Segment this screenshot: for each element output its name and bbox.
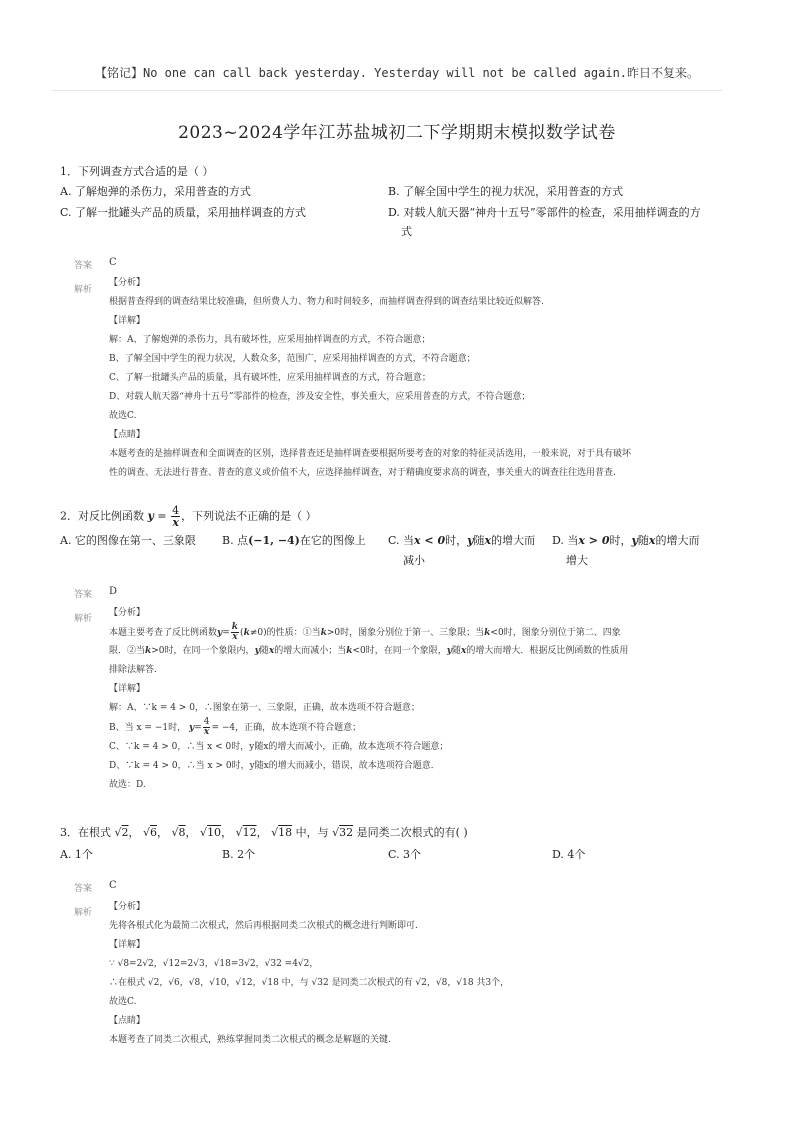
stem-text: 2．对反比例函数 bbox=[60, 509, 144, 523]
solution-line: 【分析】 bbox=[109, 608, 146, 618]
answer-label: 答案 bbox=[74, 884, 93, 894]
question-3-answer: C bbox=[109, 880, 117, 891]
analysis-label: 解析 bbox=[74, 908, 93, 918]
solution-line: 【分析】 bbox=[109, 902, 146, 912]
question-3-option-a: A. 1个 bbox=[60, 848, 93, 861]
solution-line: 【点睛】 bbox=[109, 1016, 146, 1026]
analysis-label: 解析 bbox=[74, 285, 93, 295]
answer-label: 答案 bbox=[74, 590, 93, 600]
fraction-k-over-x: $\frac{k}{x}$ bbox=[231, 622, 239, 642]
stem-text: ，下列说法不正确的是（ ） bbox=[181, 509, 317, 523]
question-3-solution bbox=[109, 898, 719, 1050]
solution-line: C、了解一批罐头产品的质量，具有破坏性，应采用抽样调查的方式，符合题意； bbox=[109, 373, 431, 383]
solution-line: 本题主要考查了反比例函数y= $\frac{k}{x}$ (k≠0)的性质：①当k>0时，图象分别位于第一、三象限；当k<0时，图象分别位于第二、四象 bbox=[109, 622, 621, 642]
solution-line: 【分析】 bbox=[109, 278, 146, 288]
question-2-option-b: B. 点(−1, −4)在它的图像上 bbox=[222, 534, 366, 547]
solution-line: 故选C. bbox=[109, 997, 137, 1007]
solution-line: 【详解】 bbox=[109, 940, 146, 950]
solution-line: 【点睛】 bbox=[109, 430, 146, 440]
solution-line: 本题考查的是抽样调查和全面调查的区别，选择普查还是抽样调查要根据所要考查的对象的特征灵活选用，一般来说，对于具有破坏 bbox=[109, 449, 632, 459]
solution-line: 排除法解答. bbox=[109, 665, 157, 675]
solution-line: 解：A、∵k = 4 > 0，∴图象在第一、三象限，正确，故本选项不符合题意； bbox=[109, 703, 420, 713]
question-2-solution bbox=[109, 604, 719, 795]
question-1-option-c: C. 了解一批罐头产品的质量，采用抽样调查的方式 bbox=[60, 206, 307, 219]
solution-line: 限．②当k>0时，在同一个象限内，y随x的增大而减小；当k<0时，在同一个象限，y随x的增大而增大．根据反比例函数的性质用 bbox=[109, 646, 629, 656]
question-2-answer: D bbox=[109, 586, 118, 597]
fraction-4-over-x: $\frac{4}{x}$ bbox=[172, 504, 180, 529]
solution-line: B、当 x = −1时， y= $\frac{4}{x}$ = −4，正确，故本选项不符合题意； bbox=[109, 717, 362, 737]
header-divider bbox=[52, 90, 722, 91]
solution-line: 解：A、了解炮弹的杀伤力，具有破坏性，应采用抽样调查的方式，不符合题意； bbox=[109, 335, 431, 345]
solution-line: 【详解】 bbox=[109, 316, 146, 326]
answer-label: 答案 bbox=[74, 261, 93, 271]
analysis-label: 解析 bbox=[74, 614, 93, 624]
solution-line: 故选：D. bbox=[109, 780, 146, 790]
solution-line: C、∵k = 4 > 0，∴当 x < 0时，y随x的增大而减小，正确，故本选项不符合题意； bbox=[109, 742, 449, 752]
fraction-4-over-x: $\frac{4}{x}$ bbox=[203, 717, 210, 737]
question-1-option-b: B. 了解全国中学生的视力状况，采用普查的方式 bbox=[388, 185, 624, 198]
question-1-solution bbox=[109, 274, 719, 483]
question-2-stem: 2．对反比例函数 y = $\frac{4}{x}$ ，下列说法不正确的是（ ） bbox=[60, 504, 317, 529]
question-3-option-b: B. 2个 bbox=[222, 848, 256, 861]
solution-line: 性的调查、无法进行普查、普查的意义或价值不大，应选择抽样调查，对于精确度要求高的调查，事关重大的调查往往选用普查. bbox=[109, 468, 616, 478]
question-1-option-d-cont: 式 bbox=[401, 225, 412, 238]
question-1-option-a: A. 了解炮弹的杀伤力，采用普查的方式 bbox=[60, 185, 251, 198]
solution-line: 故选C. bbox=[109, 411, 137, 421]
solution-line: ∵ √8=2√2，√12=2√3，√18=3√2，√32 =4√2， bbox=[109, 959, 319, 969]
solution-line: D、∵k = 4 > 0，∴当 x > 0时，y随x的增大而减小，错误，故本选项符合题意． bbox=[109, 761, 440, 771]
question-1-option-d: D. 对载人航天器“神舟十五号”零部件的检查，采用抽样调查的方 bbox=[388, 206, 701, 219]
solution-line: 本题考查了同类二次根式，熟练掌握同类二次根式的概念是解题的关键. bbox=[109, 1035, 391, 1045]
question-1-stem: 1．下列调查方式合适的是（ ） bbox=[60, 165, 214, 178]
math-y: y bbox=[147, 509, 154, 523]
page-title: 2023~2024学年江苏盐城初二下学期期末模拟数学试卷 bbox=[178, 123, 616, 143]
question-2-option-a: A. 它的图像在第一、三象限 bbox=[60, 534, 196, 547]
solution-line: 先将各根式化为最简二次根式，然后再根据同类二次根式的概念进行判断即可. bbox=[109, 921, 418, 931]
question-1-answer: C bbox=[109, 257, 117, 268]
solution-line: ∴在根式 √2，√6，√8，√10，√12，√18 中，与 √32 是同类二次根式的有 √2，√8，√18 共3个， bbox=[109, 978, 510, 988]
question-2-option-d: D. 当x > 0时，y随x的增大而 bbox=[552, 534, 700, 547]
solution-line: D、对载人航天器“神舟十五号”零部件的检查，涉及安全性，事关重大，应采用普查的方式，不符合题意； bbox=[109, 392, 531, 402]
question-2-option-c-cont: 减小 bbox=[403, 554, 425, 567]
motto: 【铭记】No one can call back yesterday. Yesterday will not be called again.昨日不复来。 bbox=[94, 66, 700, 80]
solution-line: 根据普查得到的调查结果比较准确，但所费人力、物力和时间较多，而抽样调查得到的调查结果比较近似解答. bbox=[109, 297, 544, 307]
question-2-option-d-cont: 增大 bbox=[566, 554, 588, 567]
question-3-option-c: C. 3个 bbox=[388, 848, 422, 861]
question-2-option-c: C. 当x < 0时，y随x的增大而 bbox=[388, 534, 536, 547]
solution-line: B、了解全国中学生的视力状况，人数众多，范围广，应采用抽样调查的方式，不符合题意； bbox=[109, 354, 476, 364]
solution-line: 【详解】 bbox=[109, 684, 146, 694]
question-3-stem: 3．在根式 √2， √6， √8， √10， √12， √18 中，与 √32 是同类二次根式的有( ) bbox=[60, 826, 468, 839]
question-3-option-d: D. 4个 bbox=[552, 848, 586, 861]
